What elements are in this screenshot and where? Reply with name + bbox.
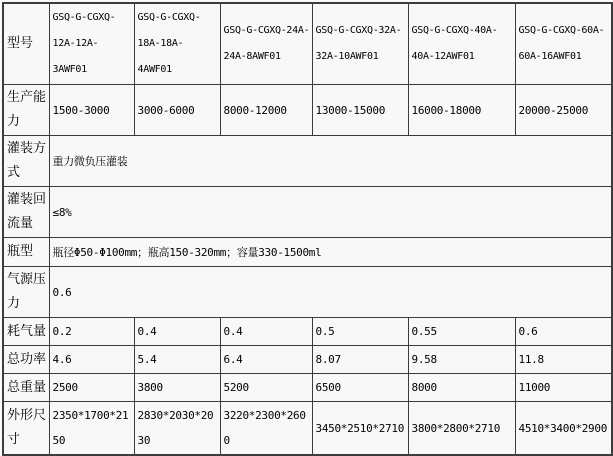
air-consumption-cell-3: 0.4 — [220, 318, 312, 346]
spec-row-filling-method — [3, 136, 612, 187]
row-label-air-consumption: 耗气量 — [3, 318, 49, 346]
spec-table — [2, 2, 613, 456]
spec-row-air-pressure — [3, 267, 612, 318]
total-weight-cell-1: 2500 — [49, 374, 134, 402]
row-label-capacity: 生产能力 — [3, 85, 49, 136]
dimensions-cell-3: 3220*2300*2600 — [220, 402, 312, 456]
dimensions-cell-6: 4510*3400*2900 — [515, 402, 612, 456]
capacity-cell-2: 3000-6000 — [134, 85, 220, 136]
air-pressure-cell: 0.6 — [49, 267, 612, 318]
backflow-cell: ≤8% — [49, 187, 612, 238]
total-power-cell-4: 8.07 — [312, 346, 408, 374]
dimensions-cell-4: 3450*2510*2710 — [312, 402, 408, 456]
total-weight-cell-5: 8000 — [408, 374, 515, 402]
spec-row-capacity — [3, 85, 612, 136]
row-label-model: 型号 — [3, 3, 49, 85]
air-consumption-cell-2: 0.4 — [134, 318, 220, 346]
model-cell-4: GSQ-G-CGXQ-32A-32A-10AWF01 — [312, 3, 408, 85]
spec-row-backflow — [3, 187, 612, 238]
model-cell-1: GSQ-G-CGXQ-12A-12A-3AWF01 — [49, 3, 134, 85]
spec-row-model — [3, 3, 612, 85]
row-label-air-pressure: 气源压力 — [3, 267, 49, 318]
row-label-total-weight: 总重量 — [3, 374, 49, 402]
row-label-bottle-type: 瓶型 — [3, 238, 49, 267]
row-label-backflow: 灌装回流量 — [3, 187, 49, 238]
model-cell-6: GSQ-G-CGXQ-60A-60A-16AWF01 — [515, 3, 612, 85]
capacity-cell-4: 13000-15000 — [312, 85, 408, 136]
air-consumption-cell-4: 0.5 — [312, 318, 408, 346]
total-power-cell-1: 4.6 — [49, 346, 134, 374]
dimensions-cell-5: 3800*2800*2710 — [408, 402, 515, 456]
total-weight-cell-2: 3800 — [134, 374, 220, 402]
model-cell-2: GSQ-G-CGXQ-18A-18A-4AWF01 — [134, 3, 220, 85]
dimensions-cell-2: 2830*2030*2030 — [134, 402, 220, 456]
capacity-cell-1: 1500-3000 — [49, 85, 134, 136]
row-label-dimensions: 外形尺寸 — [3, 402, 49, 456]
spec-row-total-power — [3, 346, 612, 374]
total-weight-cell-3: 5200 — [220, 374, 312, 402]
air-consumption-cell-6: 0.6 — [515, 318, 612, 346]
model-cell-5: GSQ-G-CGXQ-40A-40A-12AWF01 — [408, 3, 515, 85]
total-power-cell-6: 11.8 — [515, 346, 612, 374]
capacity-cell-6: 20000-25000 — [515, 85, 612, 136]
model-cell-3: GSQ-G-CGXQ-24A-24A-8AWF01 — [220, 3, 312, 85]
total-weight-cell-4: 6500 — [312, 374, 408, 402]
spec-row-dimensions — [3, 402, 612, 456]
bottle-type-cell: 瓶径Φ50-Φ100mm；瓶高150-320mm；容量330-1500ml — [49, 238, 612, 267]
total-power-cell-5: 9.58 — [408, 346, 515, 374]
total-weight-cell-6: 11000 — [515, 374, 612, 402]
row-label-filling-method: 灌装方式 — [3, 136, 49, 187]
row-label-total-power: 总功率 — [3, 346, 49, 374]
dimensions-cell-1: 2350*1700*2150 — [49, 402, 134, 456]
total-power-cell-3: 6.4 — [220, 346, 312, 374]
total-power-cell-2: 5.4 — [134, 346, 220, 374]
capacity-cell-5: 16000-18000 — [408, 85, 515, 136]
spec-row-total-weight — [3, 374, 612, 402]
spec-row-air-consumption — [3, 318, 612, 346]
air-consumption-cell-1: 0.2 — [49, 318, 134, 346]
spec-row-bottle-type — [3, 238, 612, 267]
air-consumption-cell-5: 0.55 — [408, 318, 515, 346]
capacity-cell-3: 8000-12000 — [220, 85, 312, 136]
filling-method-cell: 重力微负压灌装 — [49, 136, 612, 187]
